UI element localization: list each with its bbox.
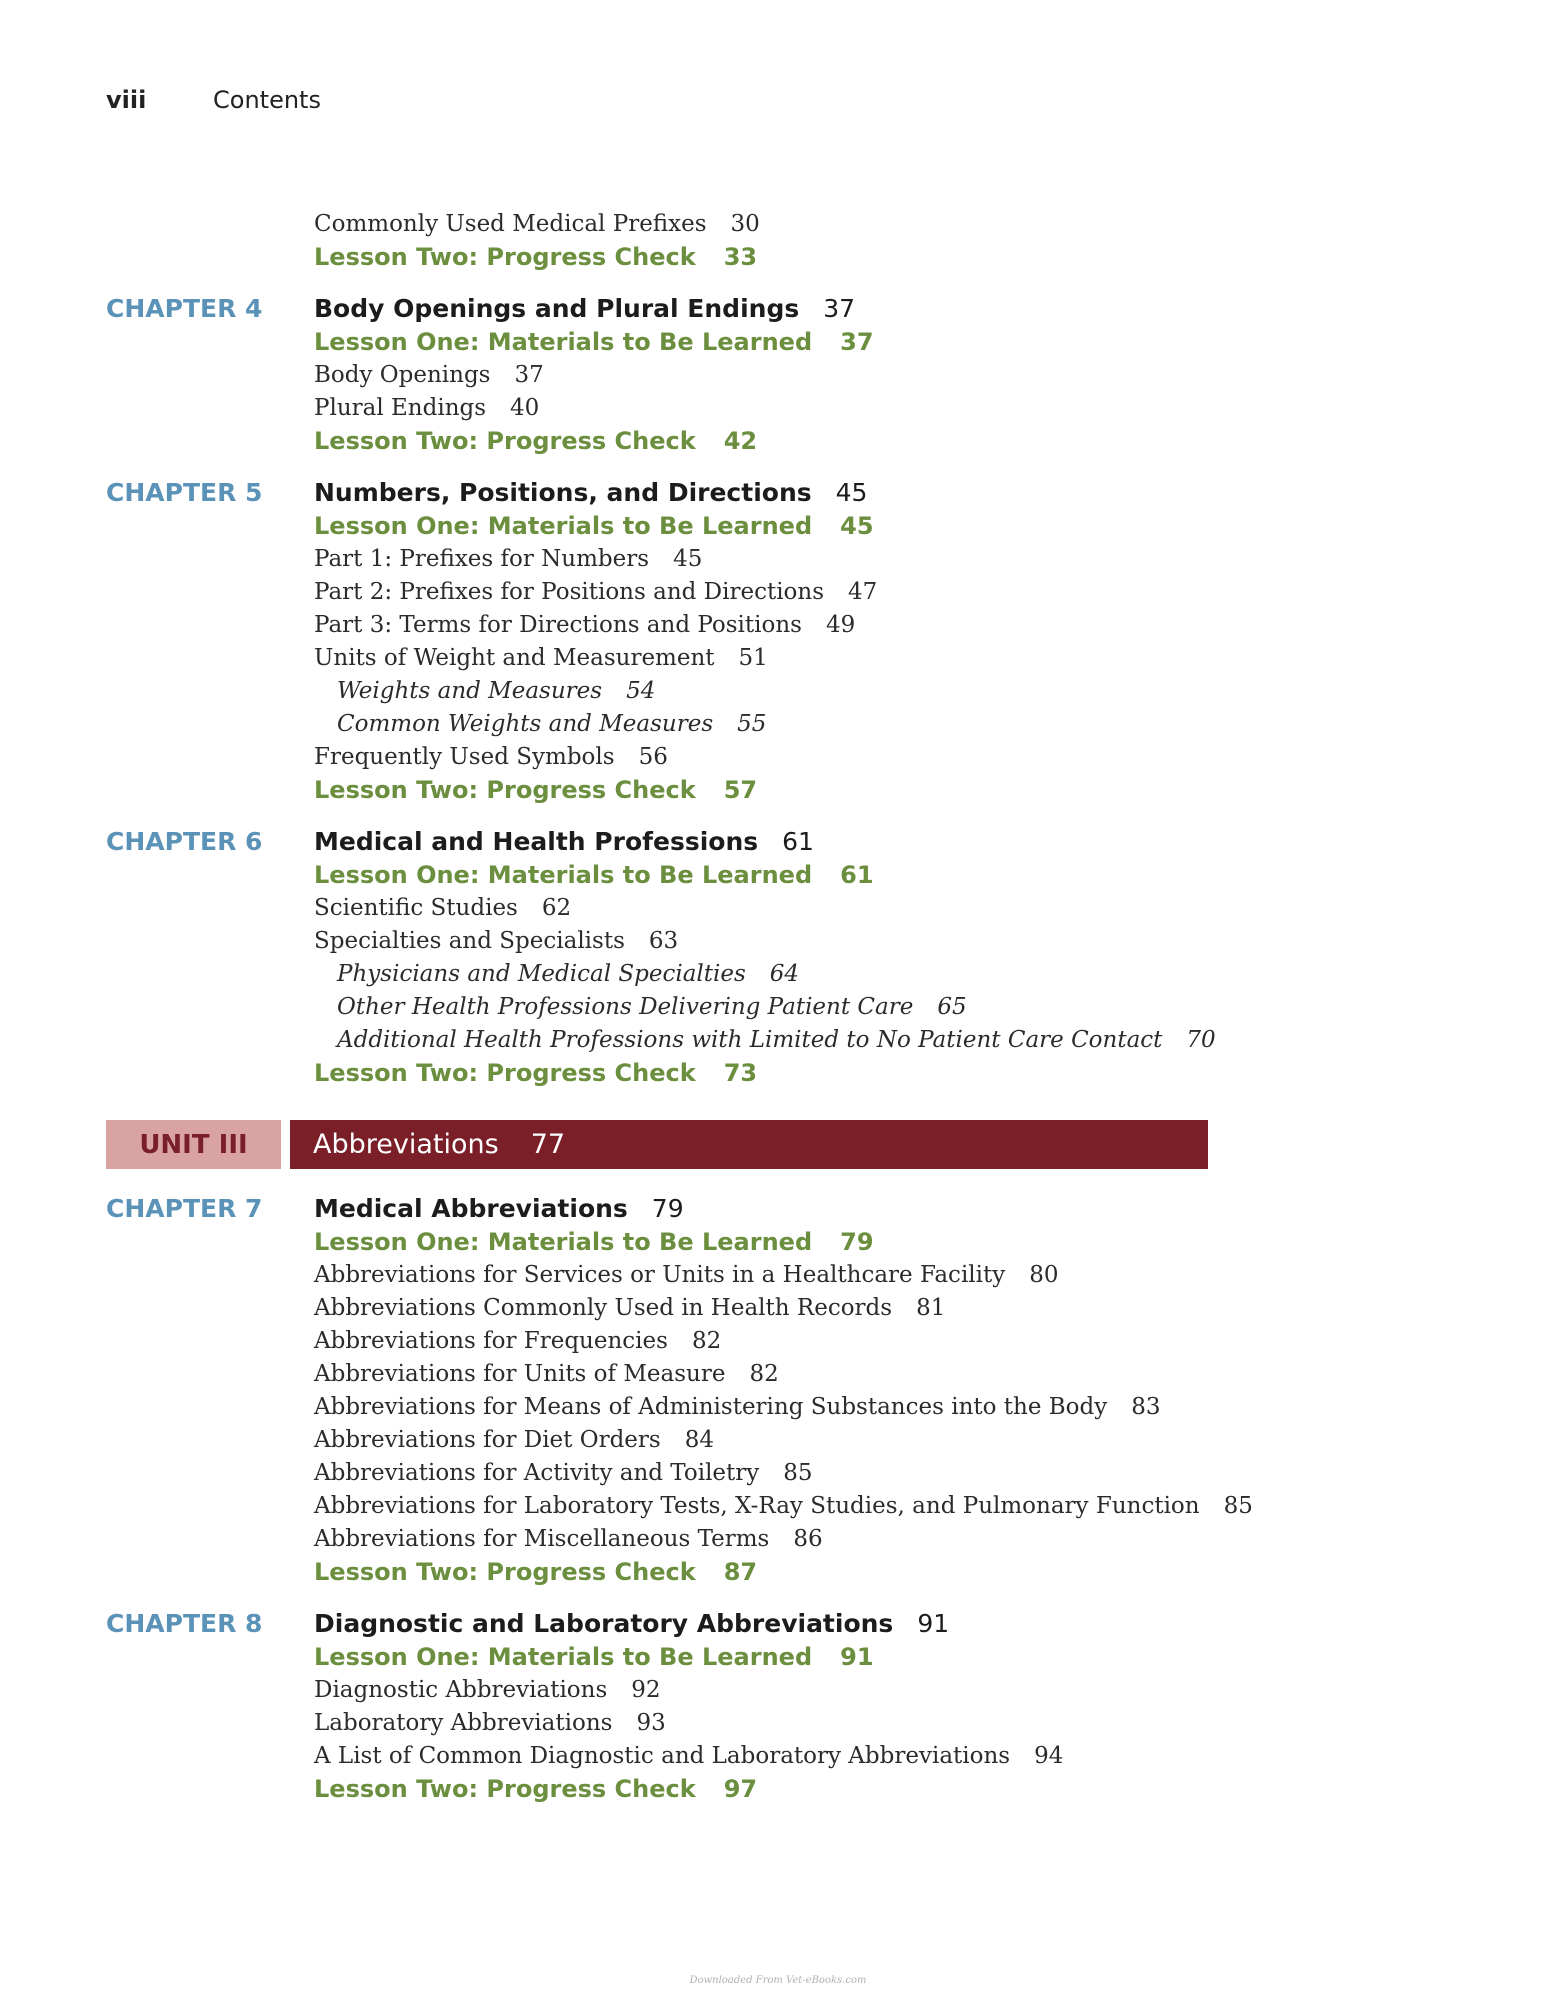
toc-lesson-text: Lesson Two: Progress Check	[314, 1558, 696, 1586]
toc-entry	[314, 1358, 1253, 1391]
chapter-spacer	[106, 807, 1216, 824]
chapter-label: CHAPTER 4	[106, 294, 263, 323]
toc-entry-text: Laboratory Abbreviations	[314, 1710, 613, 1736]
toc-lesson-page: 33	[723, 243, 758, 271]
toc-entry-page: 94	[1034, 1743, 1064, 1769]
toc-lesson-page: 91	[840, 1643, 874, 1671]
chapter-spacer	[106, 458, 1216, 475]
chapters-group-b	[106, 1191, 1253, 1806]
toc-lesson-text: Lesson One: Materials to Be Learned	[314, 512, 813, 540]
toc-entry-page: 86	[793, 1526, 823, 1552]
toc-subentry-text: Other Health Professions Delivering Patient Care	[337, 994, 914, 1020]
toc-lesson	[314, 1773, 1216, 1806]
chapter-block	[106, 1606, 1216, 1806]
toc-entry-page: 51	[738, 645, 768, 671]
toc-entry	[314, 1740, 1216, 1773]
toc-entry-page: 45	[673, 546, 703, 572]
toc-entry-page: 82	[749, 1361, 779, 1387]
toc-entry-page: 49	[825, 612, 856, 638]
toc-lesson	[314, 1226, 1253, 1259]
toc-entry-page: 92	[631, 1677, 661, 1703]
chapter-title-text: Numbers, Positions, and Directions	[314, 478, 812, 507]
toc-entry-page: 30	[730, 211, 760, 237]
toc-entry-text: Commonly Used Medical Prefixes	[314, 211, 707, 237]
toc-entry-text: Abbreviations for Services or Units in a Healthcare Facility	[314, 1262, 1006, 1288]
toc-entry-text: Abbreviations for Units of Measure	[314, 1361, 726, 1387]
unit-title: Abbreviations	[313, 1129, 499, 1160]
toc-entry-page: 85	[783, 1460, 813, 1486]
toc-entry	[314, 1424, 1253, 1457]
toc-entry-text: Plural Endings	[314, 395, 487, 421]
toc-entry	[314, 1490, 1253, 1523]
chapter-label: CHAPTER 8	[106, 1609, 263, 1638]
toc-lesson	[314, 510, 1216, 543]
toc-entry-page: 63	[648, 928, 679, 954]
toc-lesson	[314, 241, 1216, 274]
chapter-title	[314, 475, 1216, 510]
toc-lesson	[314, 859, 1216, 892]
toc-lesson-page: 79	[840, 1228, 874, 1256]
chapter-block	[106, 824, 1216, 1090]
unit-title-bar	[290, 1120, 1208, 1169]
running-title: Contents	[213, 86, 321, 114]
toc-entry-text: Specialties and Specialists	[314, 928, 625, 954]
chapter-title	[314, 1606, 1216, 1641]
toc-lesson-page: 97	[723, 1775, 758, 1803]
toc-subentry	[314, 1024, 1216, 1057]
toc-entry-text: Abbreviations for Means of Administering Substances into the Body	[314, 1394, 1108, 1420]
toc-entry	[314, 925, 1216, 958]
toc-lesson	[314, 326, 1216, 359]
toc-entry	[314, 1674, 1216, 1707]
toc-entry-text: Diagnostic Abbreviations	[314, 1677, 608, 1703]
toc-subentry-text: Common Weights and Measures	[337, 711, 714, 737]
toc-lesson-text: Lesson Two: Progress Check	[314, 243, 696, 271]
toc-entry-text: Abbreviations for Diet Orders	[314, 1427, 661, 1453]
toc-entry-page: 85	[1223, 1493, 1253, 1519]
chapter-title-page: 61	[782, 827, 814, 856]
toc-lesson-text: Lesson One: Materials to Be Learned	[314, 1228, 813, 1256]
toc-entry-page: 82	[691, 1328, 722, 1354]
toc-lesson-page: 42	[723, 427, 758, 455]
toc-entry-text: Abbreviations for Miscellaneous Terms	[314, 1526, 770, 1552]
toc-subentry-page: 55	[737, 711, 767, 737]
chapter-title-page: 79	[651, 1194, 684, 1223]
toc-entry	[314, 576, 1216, 609]
page-number: viii	[106, 86, 147, 114]
toc-entry-page: 40	[510, 395, 540, 421]
toc-entry	[314, 1707, 1216, 1740]
toc-entry-page: 62	[541, 895, 572, 921]
toc-lesson-text: Lesson One: Materials to Be Learned	[314, 1643, 813, 1671]
chapter-title-text: Diagnostic and Laboratory Abbreviations	[314, 1609, 894, 1638]
toc-entry	[314, 1259, 1253, 1292]
toc-subentry-text: Additional Health Professions with Limited to No Patient Care Contact	[337, 1027, 1163, 1053]
toc-subentry	[314, 991, 1216, 1024]
chapter-title	[314, 824, 1216, 859]
chapter-title-page: 45	[835, 478, 868, 507]
toc-entry	[314, 892, 1216, 925]
toc-lesson-text: Lesson One: Materials to Be Learned	[314, 328, 813, 356]
toc-continuation	[106, 208, 1216, 274]
toc-entry-text: Abbreviations for Activity and Toiletry	[314, 1460, 760, 1486]
chapter-title	[314, 1191, 1253, 1226]
toc-lesson-text: Lesson One: Materials to Be Learned	[314, 861, 813, 889]
toc-subentry-page: 70	[1186, 1027, 1216, 1053]
chapter-title-text: Body Openings and Plural Endings	[314, 294, 800, 323]
toc-lesson-text: Lesson Two: Progress Check	[314, 776, 696, 804]
toc-entry-text: Abbreviations for Laboratory Tests, X-Ray Studies, and Pulmonary Function	[314, 1493, 1200, 1519]
chapter-block	[106, 291, 1216, 458]
toc-entry	[314, 359, 1216, 392]
toc-lesson-page: 45	[840, 512, 874, 540]
toc-entry-page: 93	[636, 1710, 666, 1736]
toc-lesson	[314, 1641, 1216, 1674]
chapter-title-text: Medical and Health Professions	[314, 827, 759, 856]
toc-entry-page: 37	[514, 362, 544, 388]
toc-entry-page: 83	[1131, 1394, 1161, 1420]
toc-lesson-page: 57	[723, 776, 758, 804]
chapter-title-page: 37	[823, 294, 856, 323]
toc-subentry-page: 64	[769, 961, 800, 987]
toc-entry	[314, 1457, 1253, 1490]
chapter-title-page: 91	[917, 1609, 950, 1638]
toc-lesson-page: 37	[840, 328, 874, 356]
chapter-title	[314, 291, 1216, 326]
toc-lesson-text: Lesson Two: Progress Check	[314, 1059, 696, 1087]
unit-label: UNIT III	[106, 1120, 281, 1169]
chapter-label: CHAPTER 6	[106, 827, 263, 856]
chapter-spacer	[106, 274, 1216, 291]
chapter-block	[106, 1191, 1253, 1589]
chapter-block	[106, 475, 1216, 807]
toc-lesson	[314, 1057, 1216, 1090]
toc-lesson-text: Lesson Two: Progress Check	[314, 1775, 696, 1803]
toc-entry	[314, 1523, 1253, 1556]
toc-entry-page: 56	[638, 744, 668, 770]
toc-entry-text: Part 2: Prefixes for Positions and Directions	[314, 579, 825, 605]
toc-entry-text: Abbreviations Commonly Used in Health Records	[314, 1295, 893, 1321]
toc-entry-page: 47	[848, 579, 878, 605]
watermark-footer: Downloaded From Vet-eBooks.com	[689, 1975, 867, 1986]
chapter-label: CHAPTER 7	[106, 1194, 263, 1223]
toc-lesson	[314, 425, 1216, 458]
toc-subentry	[314, 675, 1216, 708]
toc-lesson-page: 61	[840, 861, 874, 889]
toc-entry-text: Units of Weight and Measurement	[314, 645, 715, 671]
toc-entry	[314, 543, 1216, 576]
toc-lesson-text: Lesson Two: Progress Check	[314, 427, 696, 455]
chapter-spacer	[106, 1589, 1216, 1606]
toc-entry	[314, 609, 1216, 642]
running-head	[106, 86, 321, 114]
toc-entry-text: Part 3: Terms for Directions and Positions	[314, 612, 802, 638]
toc-lesson	[314, 774, 1216, 807]
table-of-contents	[106, 208, 1253, 1806]
toc-entry-text: Part 1: Prefixes for Numbers	[314, 546, 650, 572]
chapter-title-text: Medical Abbreviations	[314, 1194, 628, 1223]
toc-subentry-text: Physicians and Medical Specialties	[337, 961, 746, 987]
toc-entry	[314, 642, 1216, 675]
chapters-group-a	[106, 274, 1216, 1090]
toc-entry-text: Body Openings	[314, 362, 491, 388]
toc-entry	[314, 741, 1216, 774]
toc-entry-text: Abbreviations for Frequencies	[314, 1328, 668, 1354]
toc-entry-text: Scientific Studies	[314, 895, 518, 921]
toc-subentry-page: 54	[626, 678, 656, 704]
toc-subentry	[314, 708, 1216, 741]
toc-subentry	[314, 958, 1216, 991]
toc-entry	[314, 1391, 1253, 1424]
toc-entry-text: A List of Common Diagnostic and Laboratory Abbreviations	[314, 1743, 1011, 1769]
toc-lesson	[314, 1556, 1253, 1589]
toc-lesson-page: 87	[723, 1558, 758, 1586]
unit-banner	[106, 1120, 1216, 1169]
toc-entry-page: 84	[684, 1427, 714, 1453]
toc-subentry-page: 65	[937, 994, 967, 1020]
toc-entry-page: 80	[1029, 1262, 1059, 1288]
toc-entry	[314, 392, 1216, 425]
toc-entry	[314, 1325, 1253, 1358]
chapter-label: CHAPTER 5	[106, 478, 263, 507]
toc-subentry-text: Weights and Measures	[337, 678, 603, 704]
unit-page: 77	[530, 1129, 566, 1160]
toc-entry-page: 81	[916, 1295, 946, 1321]
toc-entry-text: Frequently Used Symbols	[314, 744, 615, 770]
toc-entry	[314, 208, 1216, 241]
toc-lesson-page: 73	[723, 1059, 758, 1087]
toc-entry	[314, 1292, 1253, 1325]
